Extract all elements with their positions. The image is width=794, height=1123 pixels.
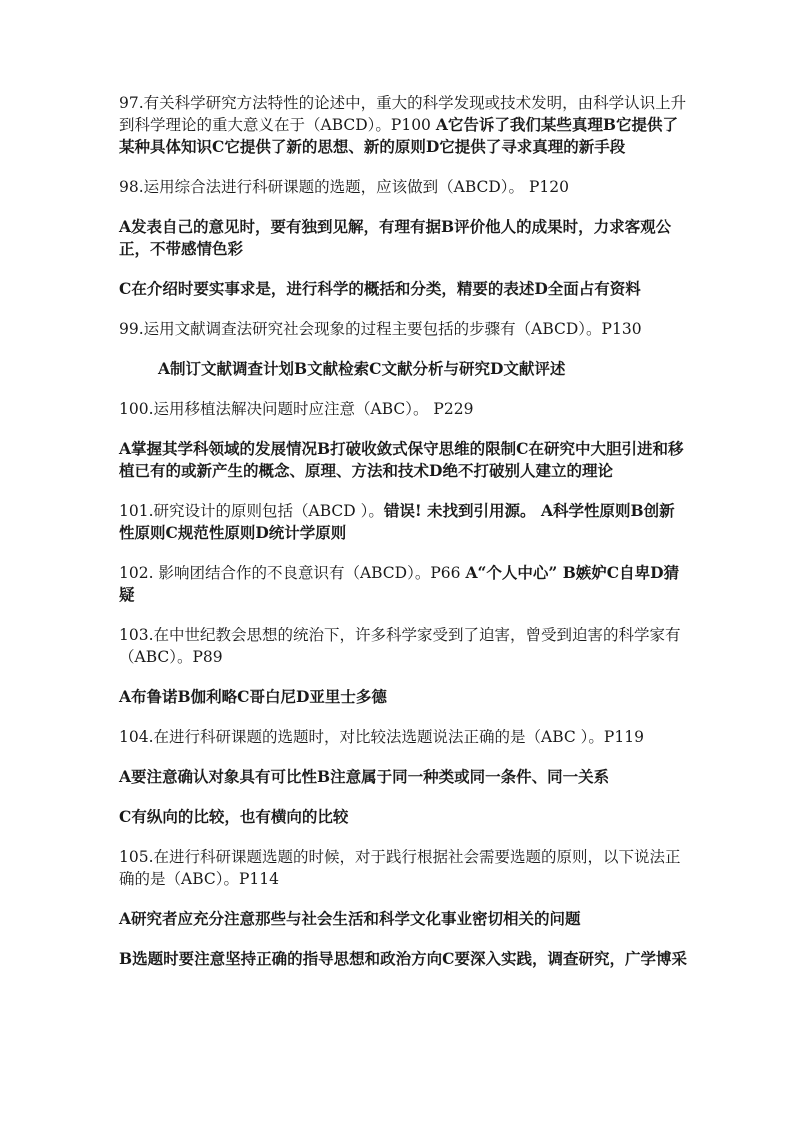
document-page	[119, 92, 689, 988]
answer-104-line-1: A要注意确认对象具有可比性B注意属于同一种类或同一条件、同一关系	[119, 767, 610, 786]
answer-text: A它告诉了我们某些真理B它提供了某种具体知识C它提供了新的思想、新的原则D它提供了寻求真理的新手段	[119, 115, 678, 156]
answer-99: A制订文献调查计划B文献检索C文献分析与研究D文献评述	[158, 359, 566, 378]
question-102	[119, 562, 689, 606]
question-text: 97.有关科学研究方法特性的论述中，重大的科学发现或技术发明，由科学认识上升到科学理论的重大意义在于（ABCD）。P100	[119, 94, 687, 134]
answer-105-line-1: A研究者应充分注意那些与社会生活和科学文化事业密切相关的问题	[119, 909, 581, 928]
question-104: 104.在进行科研课题的选题时，对比较法选题说法正确的是（ABC ）。P119	[119, 728, 644, 746]
answer-98-line-2: C在介绍时要实事求是，进行科学的概括和分类，精要的表述D全面占有资料	[119, 279, 641, 298]
question-text: 101.研究设计的原则包括（ABCD ）。	[119, 502, 384, 520]
question-103: 103.在中世纪教会思想的统治下，许多科学家受到了迫害，曾受到迫害的科学家有（ABC）。P89	[119, 626, 681, 666]
answer-104-line-2: C有纵向的比较，也有横向的比较	[119, 807, 349, 826]
question-105: 105.在进行科研课题选题的时候，对于践行根据社会需要选题的原则，以下说法正确的是（ABC）。P114	[119, 848, 681, 888]
question-100: 100.运用移植法解决问题时应注意（ABC）。 P229	[119, 400, 474, 418]
answer-98-line-1: A发表自己的意见时，要有独到见解，有理有据B评价他人的成果时，力求客观公正，不带感情色彩	[119, 217, 672, 258]
question-text: 102. 影响团结合作的不良意识有（ABCD）。P66	[119, 564, 466, 582]
answer-103: A布鲁诺B伽利略C哥白尼D亚里士多德	[119, 687, 387, 706]
question-99: 99.运用文献调查法研究社会现象的过程主要包括的步骤有（ABCD）。P130	[119, 320, 642, 338]
answer-text: 错误! 未找到引用源。 A科学性原则B创新性原则C规范性原则D统计学原则	[119, 501, 675, 542]
question-97	[119, 92, 689, 158]
answer-text: A“个人中心” B嫉妒C自卑D猜疑	[119, 563, 680, 604]
question-101	[119, 500, 689, 544]
answer-105-line-2: B选题时要注意坚持正确的指导思想和政治方向C要深入实践，调查研究，广学博采	[119, 949, 687, 968]
question-98: 98.运用综合法进行科研课题的选题，应该做到（ABCD）。 P120	[119, 178, 570, 196]
answer-100: A掌握其学科领域的发展情况B打破收敛式保守思维的限制C在研究中大胆引进和移植已有的或新产生的概念、原理、方法和技术D绝不打破别人建立的理论	[119, 439, 684, 480]
